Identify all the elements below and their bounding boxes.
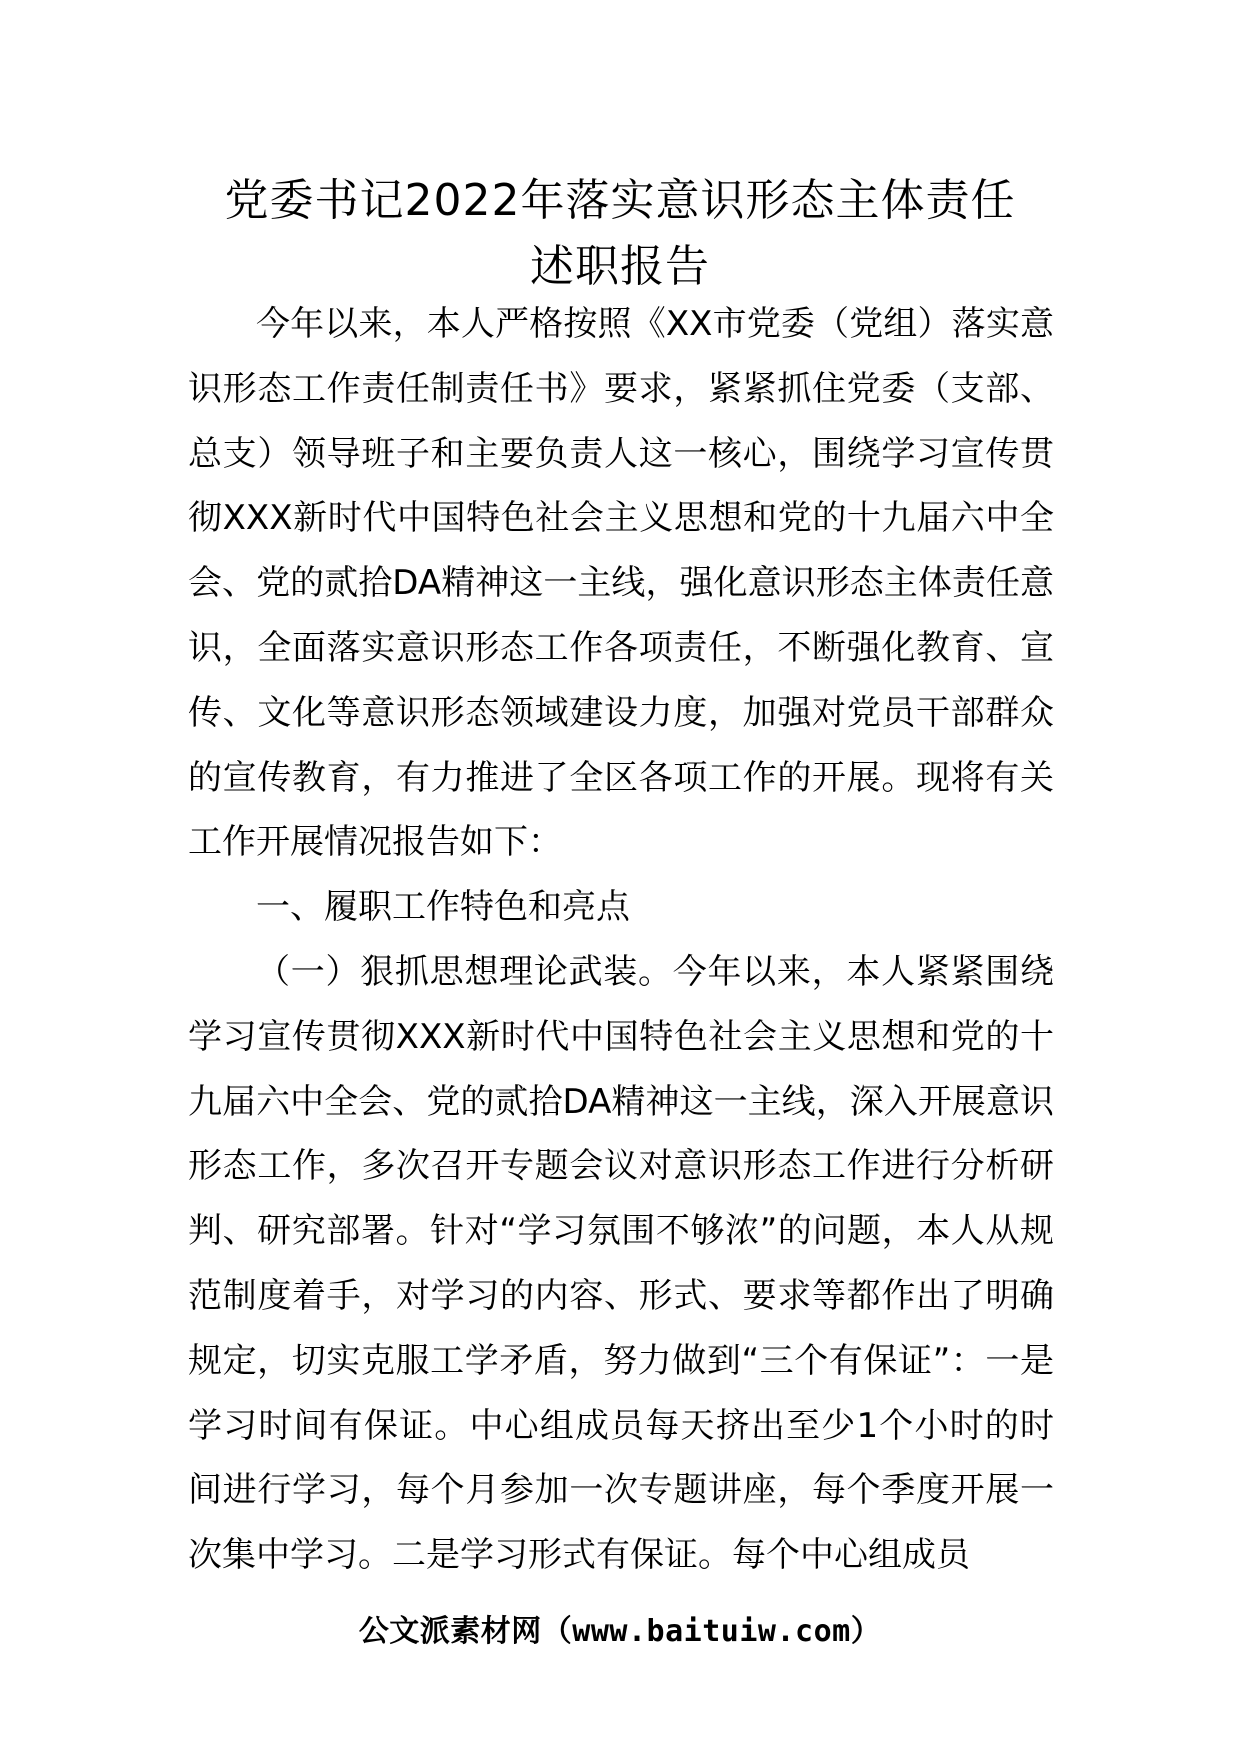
footer-site-name: 公文派素材网 (358, 1614, 542, 1649)
document-title-line-2: 述职报告 (530, 241, 710, 292)
document-body (188, 292, 1054, 1588)
footer-watermark (170, 1606, 1070, 1650)
document-title-line-1: 党委书记2022年落实意识形态主体责任 (224, 175, 1016, 226)
subsection-paragraph-1: （一）狠抓思想理论武装。今年以来，本人紧紧围绕学习宣传贯彻XXX新时代中国特色社会主义思想和党的十九届六中全会、党的贰拾DA精神这一主线，深入开展意识形态工作，多次召开专题会议对意识形态工作进行分析研判、研究部署。针对“学习氛围不够浓”的问题，本人从规范制度着手，对学习的内容、形式、要求等都作出了明确规定，切实克服工学矛盾，努力做到“三个有保证”：一是学习时间有保证。中心组成员每天挤出至少1个小时的时间进行学习，每个月参加一次专题讲座，每个季度开展一次集中学习。二是学习形式有保证。每个中心组成员 (188, 951, 1054, 1576)
footer-url: （www.baituiw.com） (541, 1614, 882, 1649)
section-heading-1: 一、履职工作特色和亮点 (256, 887, 630, 928)
intro-paragraph: 今年以来，本人严格按照《XX市党委（党组）落实意识形态工作责任制责任书》要求，紧紧抓住党委（支部、总支）领导班子和主要负责人这一核心，围绕学习宣传贯彻XXX新时代中国特色社会主义思想和党的十九届六中全会、党的贰拾DA精神这一主线，强化意识形态主体责任意识，全面落实意识形态工作各项责任，不断强化教育、宣传、文化等意识形态领域建设力度，加强对党员干部群众的宣传教育，有力推进了全区各项工作的开展。现将有关工作开展情况报告如下： (188, 304, 1054, 863)
